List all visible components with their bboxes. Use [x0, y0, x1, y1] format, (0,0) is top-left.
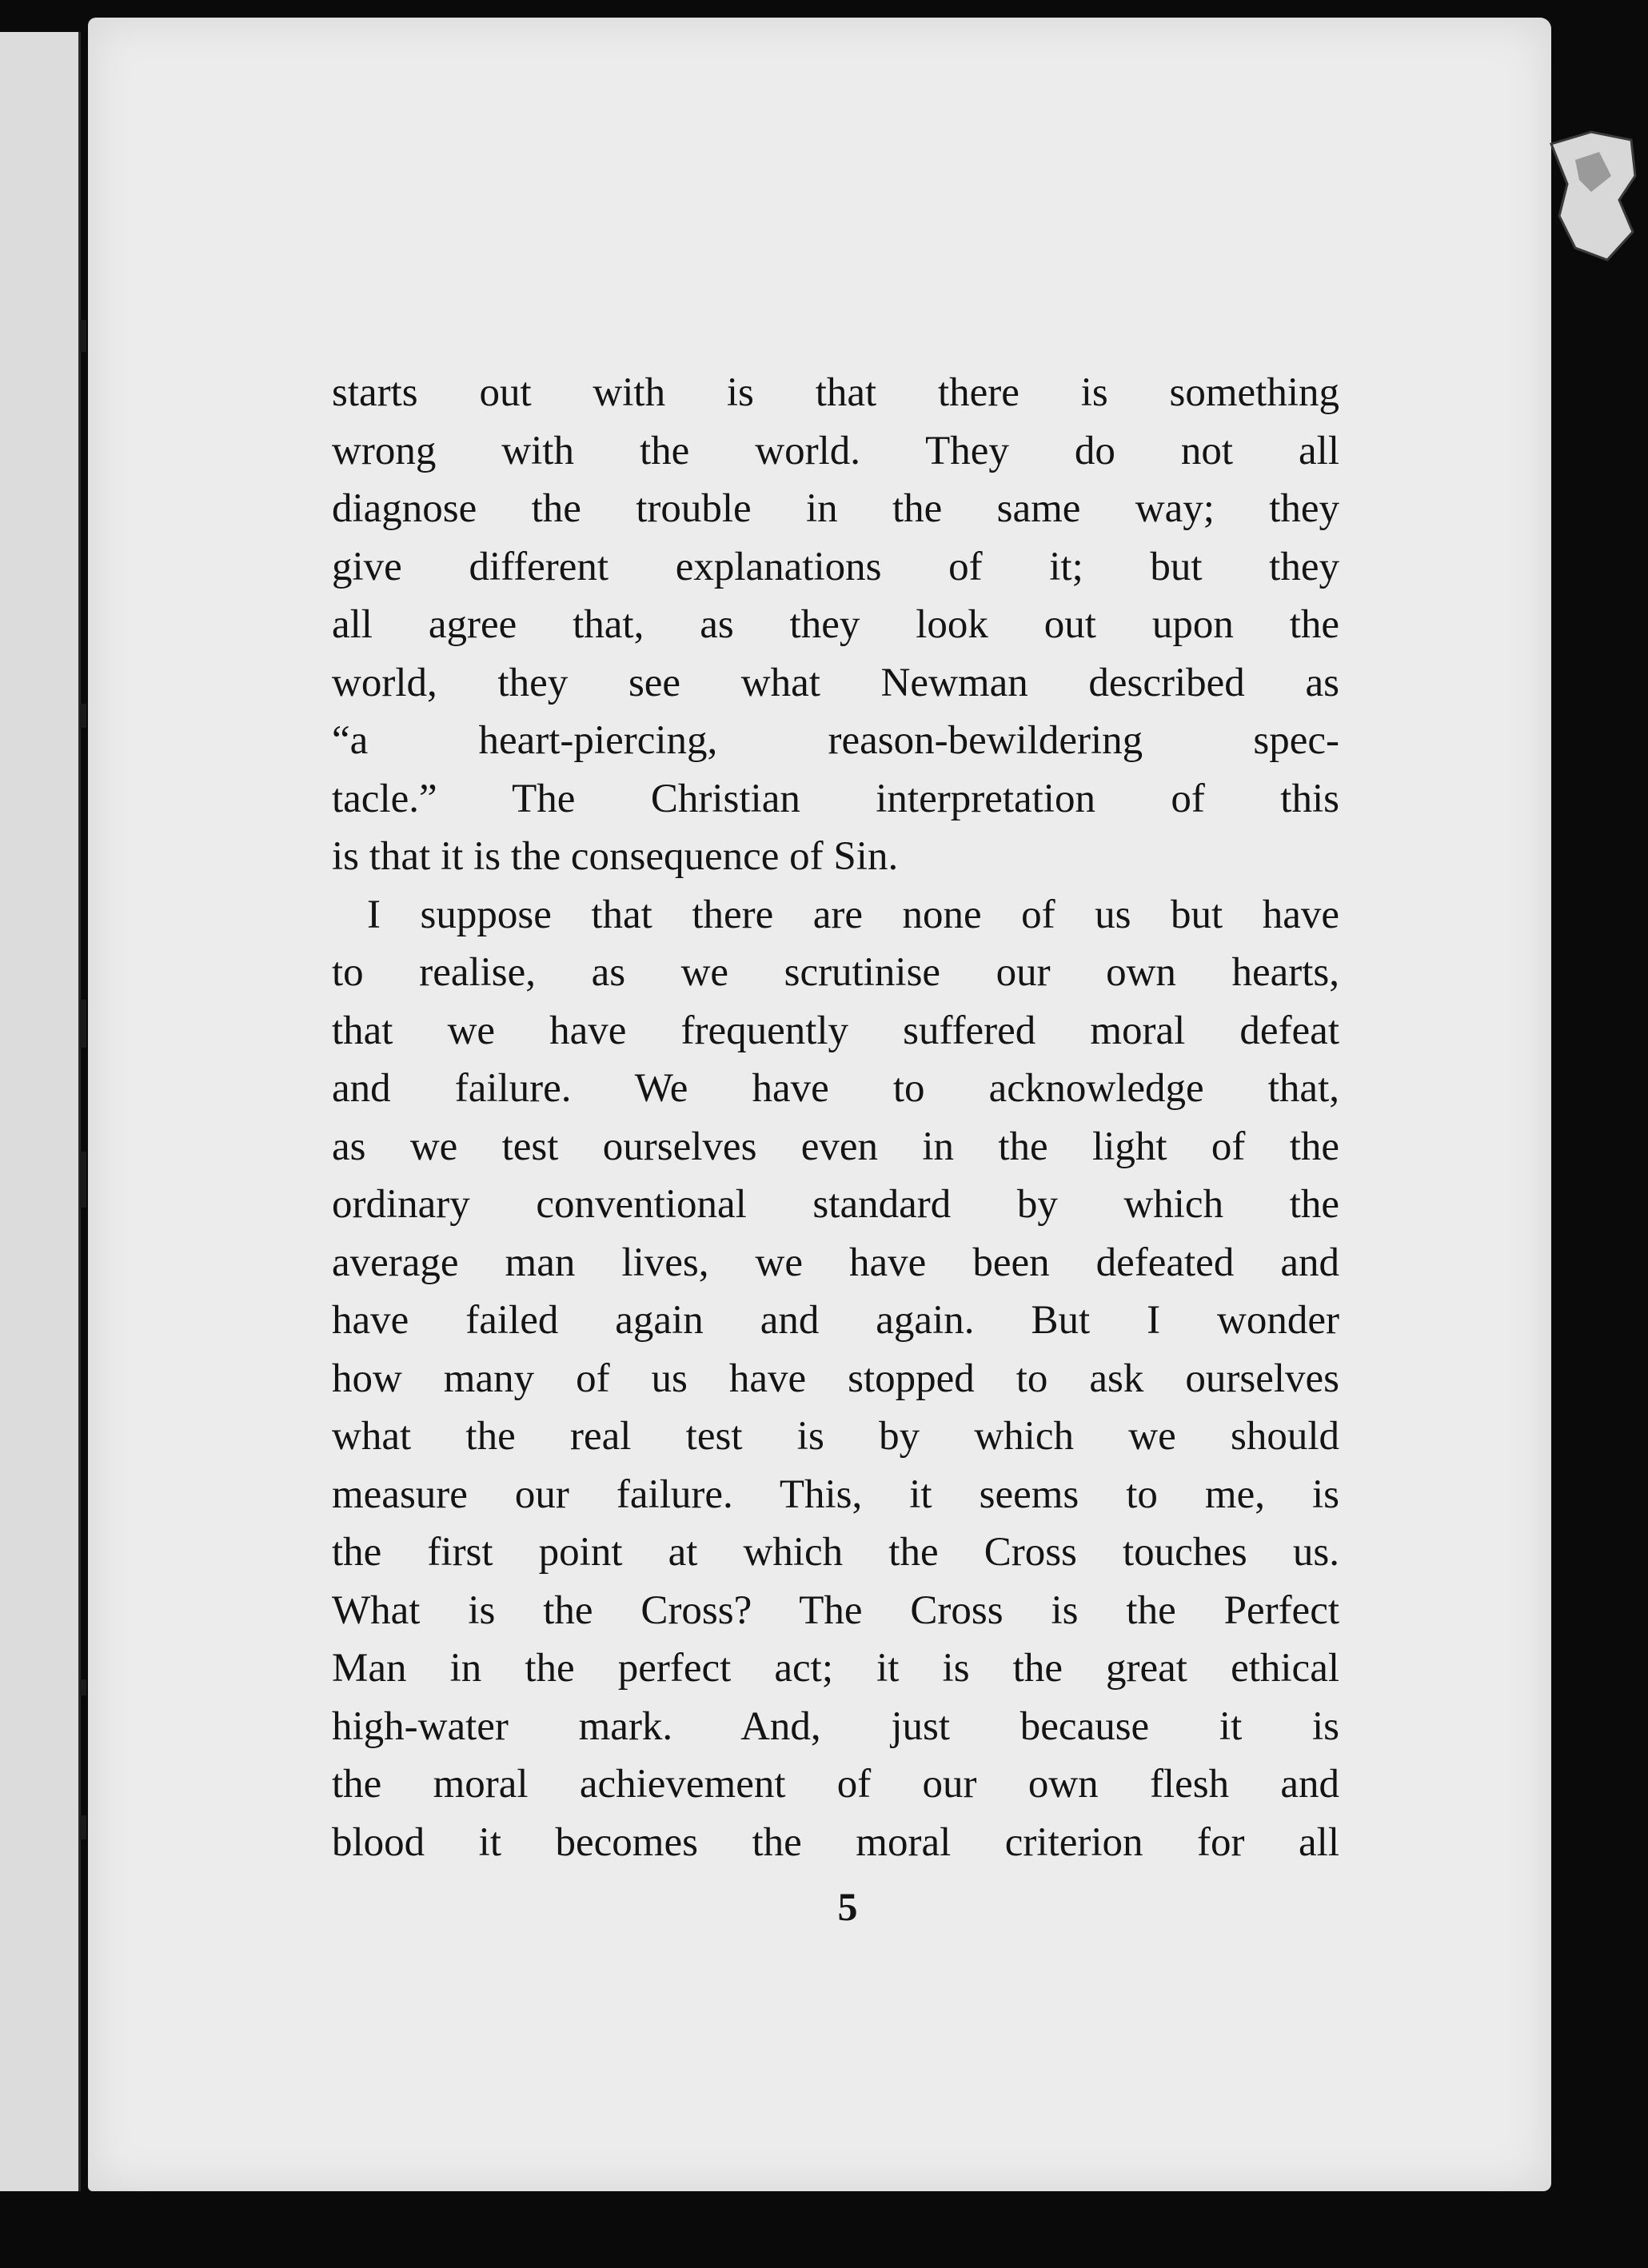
text-line: how many of us have stopped to ask ourselves: [332, 1356, 1339, 1401]
gutter-mark: [80, 704, 86, 728]
text-line: ordinary conventional standard by which the: [332, 1182, 1339, 1227]
text-line: to realise, as we scrutinise our own hearts,: [332, 950, 1339, 995]
text-line: give different explanations of it; but they: [332, 544, 1339, 589]
gutter-mark: [80, 1815, 86, 1839]
text-line: diagnose the trouble in the same way; they: [332, 486, 1339, 531]
text-line: the first point at which the Cross touches us.: [332, 1530, 1339, 1575]
gutter-mark: [80, 1152, 86, 1208]
text-line: tacle.” The Christian interpretation of this: [332, 776, 1339, 821]
text-line: What is the Cross? The Cross is the Perfect: [332, 1587, 1339, 1633]
gutter-mark: [80, 1000, 86, 1048]
torn-paper-fragment: [1543, 128, 1639, 264]
text-line: measure our failure. This, it seems to me, is: [332, 1471, 1339, 1517]
gutter-mark: [80, 320, 86, 352]
text-line: the moral achievement of our own flesh and: [332, 1762, 1339, 1807]
text-line: world, they see what Newman described as: [332, 660, 1339, 705]
text-line: and failure. We have to acknowledge that,: [332, 1066, 1339, 1111]
facing-page-edge: [0, 32, 81, 2191]
text-line: as we test ourselves even in the light of the: [332, 1124, 1339, 1169]
text-line: what the real test is by which we should: [332, 1414, 1339, 1459]
scan-border: [88, 2191, 1551, 2268]
text-line: starts out with is that there is something: [332, 370, 1339, 415]
body-text: [332, 364, 1339, 1871]
text-line: Man in the perfect act; it is the great ethical: [332, 1646, 1339, 1691]
page-number: 5: [837, 1884, 858, 1929]
text-line: wrong with the world. They do not all: [332, 428, 1339, 473]
text-line: “a heart-piercing, reason-bewildering spec-: [332, 718, 1339, 763]
text-line: all agree that, as they look out upon the: [332, 602, 1339, 647]
text-line: I suppose that there are none of us but have: [367, 892, 1339, 937]
text-line: average man lives, we have been defeated and: [332, 1240, 1339, 1285]
text-line: is that it is the consequence of Sin.: [332, 834, 899, 879]
gutter-mark: [80, 1679, 86, 1695]
text-line: that we have frequently suffered moral defeat: [332, 1008, 1339, 1053]
text-line: have failed again and again. But I wonder: [332, 1298, 1339, 1343]
text-line: high-water mark. And, just because it is: [332, 1703, 1339, 1749]
text-line: blood it becomes the moral criterion for all: [332, 1819, 1339, 1865]
